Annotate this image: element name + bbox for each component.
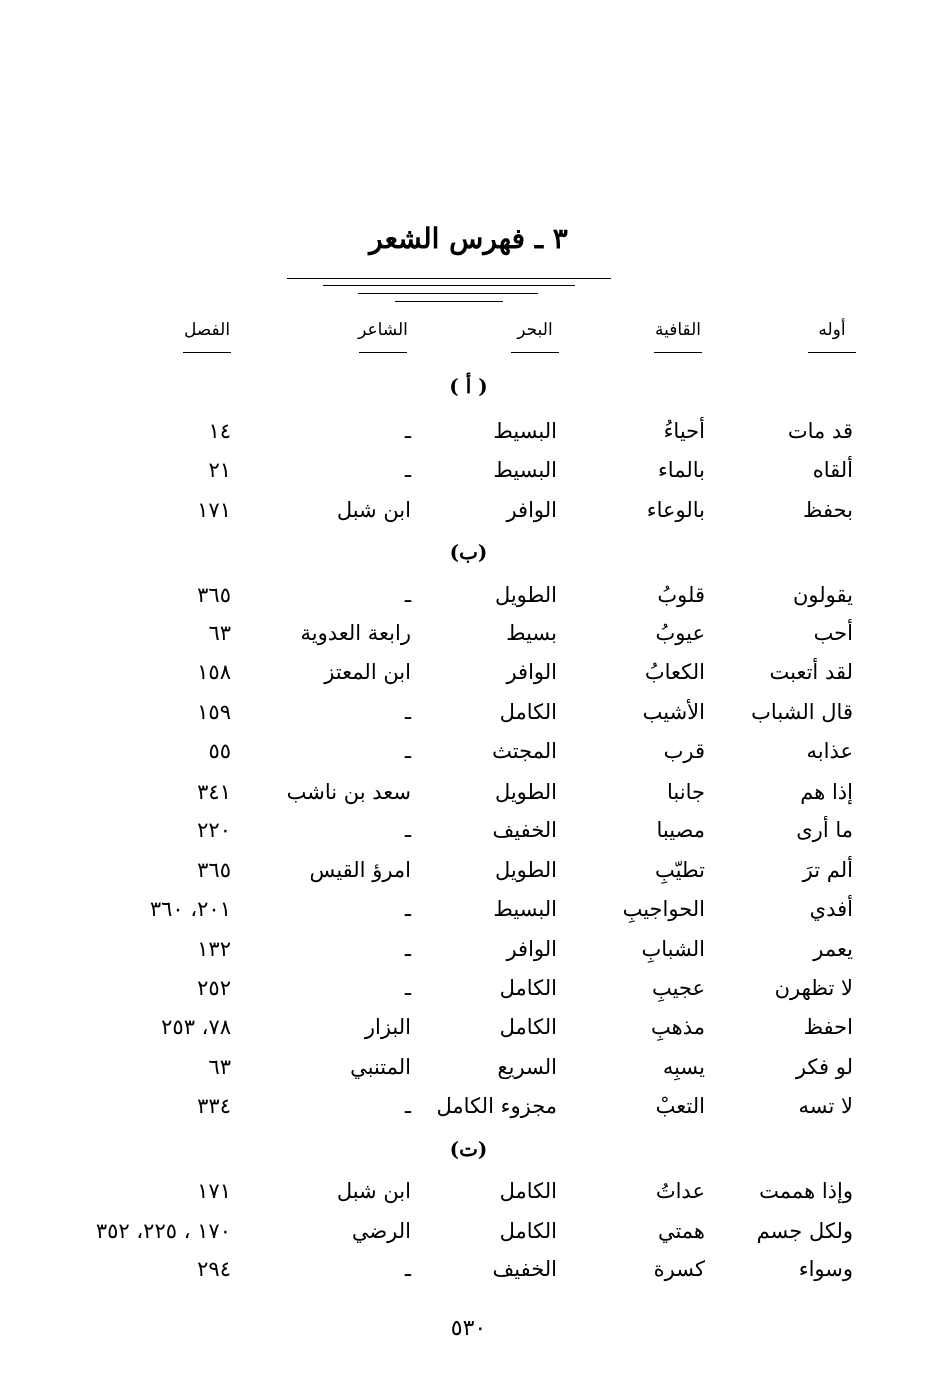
section-letter-ta: (ت) xyxy=(449,1137,488,1161)
meter: الكامل xyxy=(499,700,557,724)
first-words: ألم ترَ xyxy=(802,858,853,882)
first-words: لا تظهرن xyxy=(774,976,853,1000)
title-rule-3 xyxy=(358,293,538,294)
section-number: ١٧١ xyxy=(197,1179,231,1203)
table-row xyxy=(0,858,937,892)
first-words: أفدي xyxy=(809,897,853,921)
meter: الوافر xyxy=(506,937,557,961)
rhyme: تطيّبِ xyxy=(654,858,705,882)
rhyme: عداتُ xyxy=(655,1179,705,1203)
first-words: أحب xyxy=(813,621,853,645)
column-header-underline xyxy=(511,352,559,353)
rhyme: بالوعاء xyxy=(646,498,705,522)
first-words: قال الشباب xyxy=(751,700,853,724)
table-row xyxy=(0,976,937,1010)
poet: سعد بن ناشب xyxy=(286,780,411,804)
column-header-first xyxy=(800,320,864,353)
section-number: ٣٣٤ xyxy=(197,1094,231,1118)
section-number: ٢٩٤ xyxy=(197,1257,231,1281)
section-number: ٢٢٠ xyxy=(197,818,231,842)
section-number: ١٥٨ xyxy=(197,660,231,684)
section-number: ٦٣ xyxy=(208,621,231,645)
table-row xyxy=(0,1015,937,1049)
poet: البزار xyxy=(364,1015,411,1039)
column-header-poet-label: الشاعر xyxy=(358,320,408,340)
first-words: احفظ xyxy=(803,1015,853,1039)
table-row xyxy=(0,739,937,773)
meter: المجتث xyxy=(492,739,557,763)
poet: امرؤ القيس xyxy=(309,858,411,882)
rhyme: قرب xyxy=(663,739,705,763)
poet: ابن شبل xyxy=(336,498,411,522)
section-number: ٥٥ xyxy=(208,739,231,763)
page-number: ٥٣٠ xyxy=(450,1316,487,1341)
section-number: ٣٤١ xyxy=(197,780,231,804)
column-header-meter-label: البحر xyxy=(517,320,553,340)
poet: ابن المعتز xyxy=(324,660,411,684)
rhyme: الشبابِ xyxy=(641,937,705,961)
meter: البسيط xyxy=(493,897,557,921)
section-number: ٢١ xyxy=(208,458,231,482)
rhyme: عجيبِ xyxy=(651,976,705,1000)
poet: ـ xyxy=(404,937,411,961)
column-header-meter xyxy=(500,320,570,353)
table-row xyxy=(0,583,937,617)
meter: مجزوء الكامل xyxy=(436,1094,557,1118)
table-row xyxy=(0,1179,937,1213)
meter: الكامل xyxy=(499,976,557,1000)
poet: رابعة العدوية xyxy=(300,621,411,645)
poet: ـ xyxy=(404,419,411,443)
rhyme: الكعابُ xyxy=(644,660,705,684)
column-header-rhyme xyxy=(642,320,714,353)
table-row xyxy=(0,498,937,532)
rhyme: همتي xyxy=(657,1219,705,1243)
poet: الرضي xyxy=(351,1219,411,1243)
poet: ـ xyxy=(404,976,411,1000)
rhyme: جانبا xyxy=(667,780,705,804)
poet: ـ xyxy=(404,458,411,482)
poet: ـ xyxy=(404,897,411,921)
meter: الطويل xyxy=(494,583,557,607)
rhyme: التعبْ xyxy=(655,1094,705,1118)
meter: البسيط xyxy=(493,419,557,443)
section-number: ١٤ xyxy=(208,419,231,443)
title-rule-4 xyxy=(395,301,503,302)
meter: الكامل xyxy=(499,1015,557,1039)
section-number: ٢٠١، ٣٦٠ xyxy=(149,897,231,921)
poet: ـ xyxy=(404,1094,411,1118)
first-words: وسواء xyxy=(798,1257,853,1281)
column-header-rhyme-label: القافية xyxy=(654,320,702,340)
poet: المتنبي xyxy=(350,1055,411,1079)
table-row xyxy=(0,1219,937,1253)
section-number: ١٧٠ ، ٢٢٥، ٣٥٢ xyxy=(95,1219,231,1243)
section-number: ٧٨، ٢٥٣ xyxy=(161,1015,231,1039)
column-header-poet xyxy=(348,320,418,353)
table-row xyxy=(0,1055,937,1089)
first-words: ولكل جسم xyxy=(756,1219,853,1243)
first-words: ألقاه xyxy=(812,458,853,482)
column-header-section xyxy=(172,320,242,353)
table-row xyxy=(0,419,937,453)
rhyme: الحواجيبِ xyxy=(622,897,705,921)
rhyme: بالماء xyxy=(657,458,705,482)
first-words: قد مات xyxy=(787,419,853,443)
meter: الطويل xyxy=(494,780,557,804)
poet: ـ xyxy=(404,1257,411,1281)
first-words: وإذا هممت xyxy=(759,1179,853,1203)
section-number: ١٥٩ xyxy=(197,700,231,724)
title-rule-2 xyxy=(323,285,575,286)
table-row xyxy=(0,458,937,492)
meter: الطويل xyxy=(494,858,557,882)
poet: ـ xyxy=(404,700,411,724)
table-row xyxy=(0,937,937,971)
meter: الخفيف xyxy=(492,818,557,842)
rhyme: كسرة xyxy=(653,1257,705,1281)
column-header-first-label: أوله xyxy=(818,320,846,340)
rhyme: الأشيب xyxy=(642,700,705,724)
section-number: ٣٦٥ xyxy=(197,858,231,882)
first-words: عذابه xyxy=(806,739,853,763)
rhyme: يسبِه xyxy=(662,1055,705,1079)
column-header-underline xyxy=(808,352,856,353)
column-header-underline xyxy=(654,352,702,353)
section-number: ١٣٢ xyxy=(197,937,231,961)
first-words: لا تسه xyxy=(798,1094,853,1118)
meter: الوافر xyxy=(506,498,557,522)
meter: البسيط xyxy=(493,458,557,482)
meter: بسيط xyxy=(506,621,557,645)
section-number: ٢٥٢ xyxy=(197,976,231,1000)
first-words: لقد أتعبت xyxy=(769,660,853,684)
table-row xyxy=(0,897,937,931)
poet: ابن شبل xyxy=(336,1179,411,1203)
first-words: بحفظ xyxy=(803,498,853,522)
poet: ـ xyxy=(404,583,411,607)
meter: الخفيف xyxy=(492,1257,557,1281)
first-words: يعمر xyxy=(813,937,853,961)
table-row xyxy=(0,818,937,852)
rhyme: عيوبُ xyxy=(655,621,705,645)
table-row xyxy=(0,700,937,734)
column-header-underline xyxy=(183,352,231,353)
section-number: ١٧١ xyxy=(197,498,231,522)
meter: الوافر xyxy=(506,660,557,684)
table-row xyxy=(0,660,937,694)
section-letter-ba: (ب) xyxy=(449,540,488,564)
table-row xyxy=(0,621,937,655)
rhyme: مذهبِ xyxy=(651,1015,705,1039)
section-number: ٦٣ xyxy=(208,1055,231,1079)
meter: الكامل xyxy=(499,1179,557,1203)
first-words: يقولون xyxy=(793,583,853,607)
rhyme: قلوبُ xyxy=(657,583,705,607)
meter: الكامل xyxy=(499,1219,557,1243)
table-row xyxy=(0,780,937,814)
section-letter-alif: ( أ ) xyxy=(449,374,488,398)
poet: ـ xyxy=(404,739,411,763)
page-title: ٣ ـ فهرس الشعر xyxy=(369,222,568,255)
first-words: لو فكر xyxy=(795,1055,853,1079)
title-rule-1 xyxy=(287,278,611,279)
rhyme: أحياءُ xyxy=(663,419,705,443)
first-words: ما أرى xyxy=(796,818,853,842)
table-row xyxy=(0,1094,937,1128)
column-header-underline xyxy=(359,352,407,353)
rhyme: مصيبا xyxy=(656,818,705,842)
column-header-section-label: الفصل xyxy=(183,320,231,340)
poet: ـ xyxy=(404,818,411,842)
meter: السريع xyxy=(497,1055,557,1079)
table-row xyxy=(0,1257,937,1291)
first-words: إذا هم xyxy=(800,780,853,804)
section-number: ٣٦٥ xyxy=(197,583,231,607)
